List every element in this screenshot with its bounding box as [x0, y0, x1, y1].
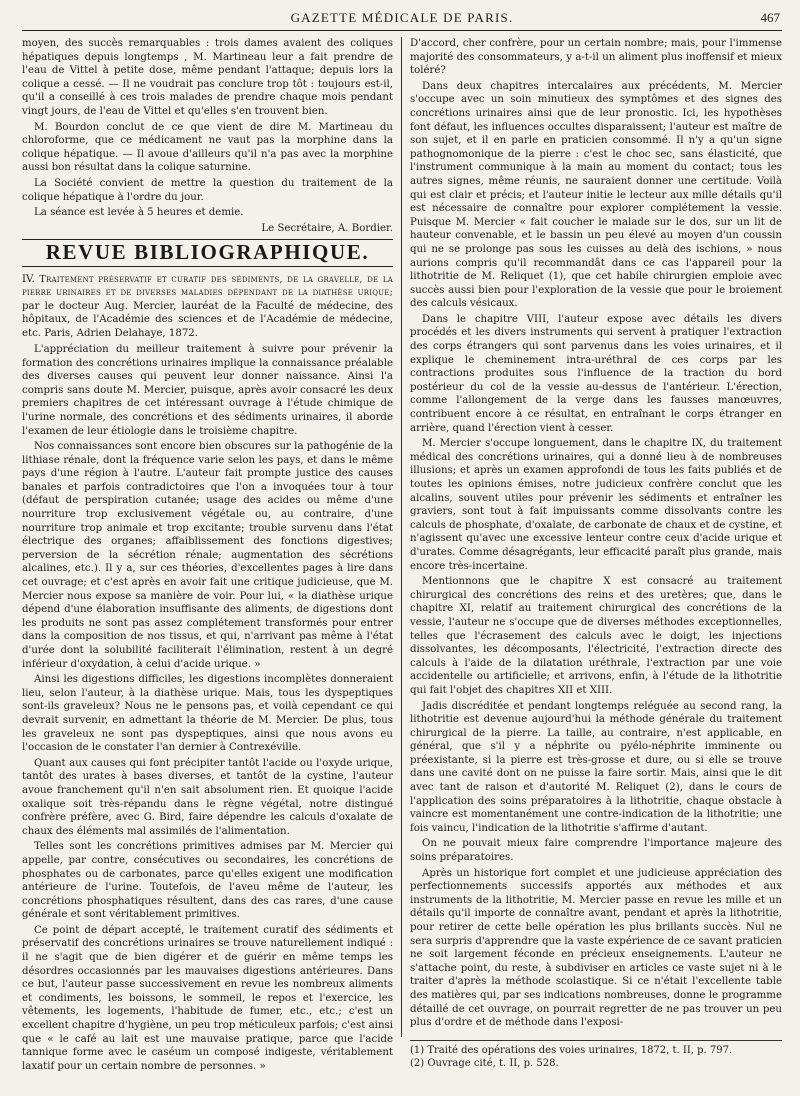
article-title: Traitement préservatif et curatif des sédiments, de la gravelle, de la pierre urinaires et de diverses maladies dépendant de la diathèse urique;: [22, 273, 393, 299]
journal-title: GAZETTE MÉDICALE DE PARIS.: [290, 10, 514, 25]
footnotes: [410, 1040, 782, 1070]
article-number: IV.: [22, 273, 35, 285]
review-paragraph: Mentionnons que le chapitre X est consacré au traitement chirurgical des concrétions des reins et des uretères; que, dans le chapitre XI, relatif au traitement chirurgical des concrétions de la vessie, l'auteur ne s'occupe que de diverses méthodes exceptionnelles, telles que l'écrasement des calculs avec le doigt, les injections dissolvantes, les décomposants, l'électricité, l'extraction directe des calculs à l'aide de la dilatation uréthrale, l'extraction par une voie accidentelle ou artificielle; et arrivons, enfin, à l'étude de la lithotritie qui fait l'objet des chapitres XII et XIII.: [410, 576, 782, 696]
society-paragraph: moyen, des succès remarquables : trois dames avaient des coliques hépatiques depuis longtemps , M. Martineau leur a fait prendre de l'eau de Vittel à petite dose, même pendant l'attaque; depuis lors la colique a cessé. — Il ne voudrait pas conclure trop tôt : toujours est-il, qu'il a conseillé à ces trois malades de prendre chaque mois pendant vingt jours, de l'eau de Vittel et qu'elles s'en trouvent bien.: [22, 38, 393, 117]
review-paragraph: Ce point de départ accepté, le traitement curatif des sédiments et préservatif des concrétions urinaires se trouve naturellement indiqué : il ne s'agit que de bien digérer et de guérir en même temps les désordres occasionnés par les mauvaises digestions antérieures. Dans ce but, l'auteur passe successivement en revue les nombreux aliments et condiments, les boissons, le sommeil, le repos et l'exercice, les vêtements, les logements, l'habitude de fumer, etc., etc.; c'est un excellent chapitre d'hygiène, un peu trop méticuleux parfois; c'est ainsi que « le café au lait est une mauvaise pratique, parce que l'acide tannique forme avec le caséum un composé indigeste, véritablement laxatif pour un certain nombre de personnes. »: [22, 924, 393, 1072]
review-paragraph: Telles sont les concrétions primitives admises par M. Mercier qui appelle, par contre, consécutives ou secondaires, les concrétions de phosphates ou de carbonates, parce qu'elles exigent une modification antérieure de l'urine. Toutefois, de l'aveu même de l'auteur, les concrétions phosphatiques résultent, dans des cas rares, d'une cause générale et sont véritablement primitives.: [22, 841, 393, 921]
society-paragraph: M. Bourdon conclut de ce que vient de dire M. Martineau du chloroforme, que ce médicament ne vaut pas la morphine dans la colique hépatique. — Il avoue d'ailleurs qu'il n'a pas avec la morphine aussi bon résultat dans la colique saturnine.: [22, 121, 393, 174]
review-paragraph: On ne pouvait mieux faire comprendre l'importance majeure des soins préparatoires.: [410, 838, 782, 864]
section-divider: [22, 266, 393, 267]
article-heading: [22, 273, 393, 340]
review-paragraph: Dans deux chapitres intercalaires aux précédents, M. Mercier s'occupe avec un soin minutieux des symptômes et des signes des concrétions urinaires ainsi que de leur pronostic. Ici, les hypothèses font défaut, les influences occultes disparaissent; l'auteur est maître de son sujet, et il en parle en praticien consommé. Il n'y a qu'un signe pathognomonique de la pierre : c'est le choc sec, sans élasticité, que l'instrument communique à la main au moment du contact; tous les autres signes, même réunis, ne sauraient donner une certitude. Voilà qui est clair et précis; et l'auteur initie le lecteur aux mille détails qu'il est nécessaire de connaître pour explorer complétement la vessie. Puisque M. Mercier « fait coucher le malade sur le dos, sur un lit de hauteur convenable, et le bassin un peu élevé au moyen d'un coussin qui ne se prolonge pas sous les cuisses au delà des ischions, » nous aurions compris qu'il recommandât dans ce cas l'appareil pour la lithotritie de M. Reliquet (1), que cet habile chirurgien emploie avec succès aussi bien pour l'exploration de la vessie que pour le broiement des calculs vésicaux.: [410, 80, 782, 310]
society-paragraph: La Société convient de mettre la question du traitement de la colique hépatique à l'ordre du jour.: [22, 177, 393, 203]
secretary-signature: Le Secrétaire, A. Bordier.: [261, 222, 393, 234]
footnote-divider: [410, 1040, 782, 1041]
review-paragraph: Quant aux causes qui font précipiter tantôt l'acide ou l'oxyde urique, tantôt des urates à bases diverses, et tantôt de la cystine, l'auteur avoue franchement qu'il n'en sait absolument rien. Et quoique l'acide oxalique soit très-répandu dans le règne végétal, notre distingué confrère préfère, avec G. Bird, faire dépendre les calculs d'oxalate de chaux des éléments mal assimilés de l'alimentation.: [22, 757, 393, 837]
footnote: (1) Traité des opérations des voies urinaires, 1872, t. II, p. 797.: [410, 1045, 733, 1056]
article-byline: par le docteur Aug. Mercier, lauréat de la Faculté de médecine, des hôpitaux, de l'Académie des sciences et de l'Académie de médecine, etc. Paris, Adrien Delahaye, 1872.: [22, 300, 393, 339]
review-paragraph: M. Mercier s'occupe longuement, dans le chapitre IX, du traitement médical des concrétions urinaires, qui a donné lieu à de nombreuses illusions; et après un examen approfondi de tous les faits publiés et de toutes les opinions émises, notre judicieux confrère conclut que les alcalins, souvent utiles pour prévenir les sédiments et entraîner les graviers, sont tout à fait impuissants comme dissolvants contre les calculs de phosphate, d'oxalate, de carbonate de chaux et de cystine, et n'agissent qu'avec une excessive lenteur contre ceux d'acide urique et d'urates. Comme désagrégants, leur efficacité paraît plus grande, mais encore très-incertaine.: [410, 438, 782, 572]
review-paragraph: Dans le chapitre VIII, l'auteur expose avec détails les divers procédés et les divers instruments qui servent à pratiquer l'extraction des corps étrangers qui sont parvenus dans les voies urinaires, et il explique le cheminement intra-uréthral de ces corps par les contractions produites sous l'influence de la traction du bord postérieur du col de la vessie au-dessus de l'antérieur. L'érection, comme l'allongement de la verge dans les fausses manœuvres, contribuent encore à ce résultat, en entraînant le corps étranger en arrière, quand l'érection vient à cesser.: [410, 313, 782, 434]
review-paragraph: Après un historique fort complet et une judicieuse appréciation des perfectionnements successifs apportés aux méthodes et aux instruments de la lithotritie, M. Mercier passe en revue les mille et un détails qu'il importe de connaître avant, pendant et après la lithotritie, pour retirer de cette belle opération les plus brillants succès. Nul ne sera surpris d'apprendre que la vaste expérience de ce savant praticien ne soit largement féconde en précieux enseignements. L'auteur ne s'attache point, du reste, à subdiviser en articles ce vaste sujet ni à le traiter d'après la méthode scolastique. Si ce n'était l'excellente table des matières qui, par ses indications nombreuses, donne le programme détaillé de cet ouvrage, on pourrait regretter de ne pas trouver un peu plus d'ordre et de méthode dans l'exposi-: [410, 867, 782, 1029]
review-paragraph: L'appréciation du meilleur traitement à suivre pour prévenir la formation des concrétions urinaires implique la connaissance préalable des diverses causes qui peuvent leur donner naissance. Ainsi l'a compris sans doute M. Mercier, puisque, après avoir consacré les deux premiers chapitres de cet intéressant ouvrage à l'étude chimique de l'urine normale, des concrétions et des sédiments urinaires, il aborde l'examen de leur étiologie dans le troisième chapitre.: [22, 343, 393, 437]
left-column: [22, 37, 402, 1072]
right-column: [402, 37, 782, 1037]
review-paragraph: Jadis discréditée et pendant longtemps reléguée au second rang, la lithotritie est devenue aujourd'hui la méthode générale du traitement chirurgical de la pierre. La taille, au contraire, n'est applicable, en général, que s'il y a néphrite ou pyélo-néphrite imminente ou préexistante, si la pierre est très-grosse et dure, ou si elle se trouve dans une cavité dont on ne puisse la faire sortir. Mais, ainsi que le dit avec tant de raison et d'autorité M. Reliquet (2), dans le cours de l'application des soins préparatoires à la lithotritie, chaque obstacle à vaincre est momentanément une contre-indication de la lithotritie; une fois vaincu, l'indication de la lithotritie s'affirme d'autant.: [410, 700, 782, 834]
review-paragraph: Nos connaissances sont encore bien obscures sur la pathogénie de la lithiase rénale, dont la fréquence varie selon les pays, et dans le même pays d'une région à l'autre. L'auteur fait prompte justice des causes banales et parfois contradictoires que l'on a invoquées tour à tour (défaut de perspiration cutanée; usage des acides ou même d'une nourriture trop exclusivement végétale ou, au contraire, d'une nourriture trop animale et trop excitante; trouble survenu dans l'état électrique des organes; affaiblissement des fonctions digestives; perversion de la sécrétion rénale; augmentation des sécrétions alcalines, etc.). Il y a, sur ces théories, d'excellentes pages à lire dans cet ouvrage; et c'est après en avoir fait une critique judicieuse, que M. Mercier nous expose sa manière de voir. Pour lui, « la diathèse urique dépend d'une élaboration insuffisante des aliments, de digestions dont les produits ne sont pas assez complétement transformés pour entrer dans la composition de nos tissus, et qui, n'arrivant pas même à l'état d'urée dont la solubilité faciliterait l'élimination, restent à un degré inférieur d'oxydation, à celui d'acide urique. »: [22, 441, 393, 670]
review-paragraph: Ainsi les digestions difficiles, les digestions incomplètes donneraient lieu, selon l'auteur, à la diathèse urique. Mais, tous les dyspeptiques sont-ils graveleux? Nous ne le pensons pas, et voilà cependant ce qui devrait survenir, en admettant la théorie de M. Mercier. De plus, tous les graveleux ne sont pas dyspeptiques, ainsi que nous avons eu l'occasion de le constater l'an dernier à Contrexéville.: [22, 674, 393, 754]
society-paragraph: La séance est levée à 5 heures et demie.: [34, 207, 244, 219]
footnote: (2) Ouvrage cité, t. II, p. 528.: [410, 1058, 559, 1069]
page-number: 467: [760, 10, 780, 25]
review-paragraph: D'accord, cher confrère, pour un certain nombre; mais, pour l'immense majorité des consommateurs, y a-t-il un aliment plus inoffensif et mieux toléré?: [410, 38, 782, 77]
section-title: REVUE BIBLIOGRAPHIQUE.: [45, 240, 370, 265]
running-header: [22, 0, 782, 31]
